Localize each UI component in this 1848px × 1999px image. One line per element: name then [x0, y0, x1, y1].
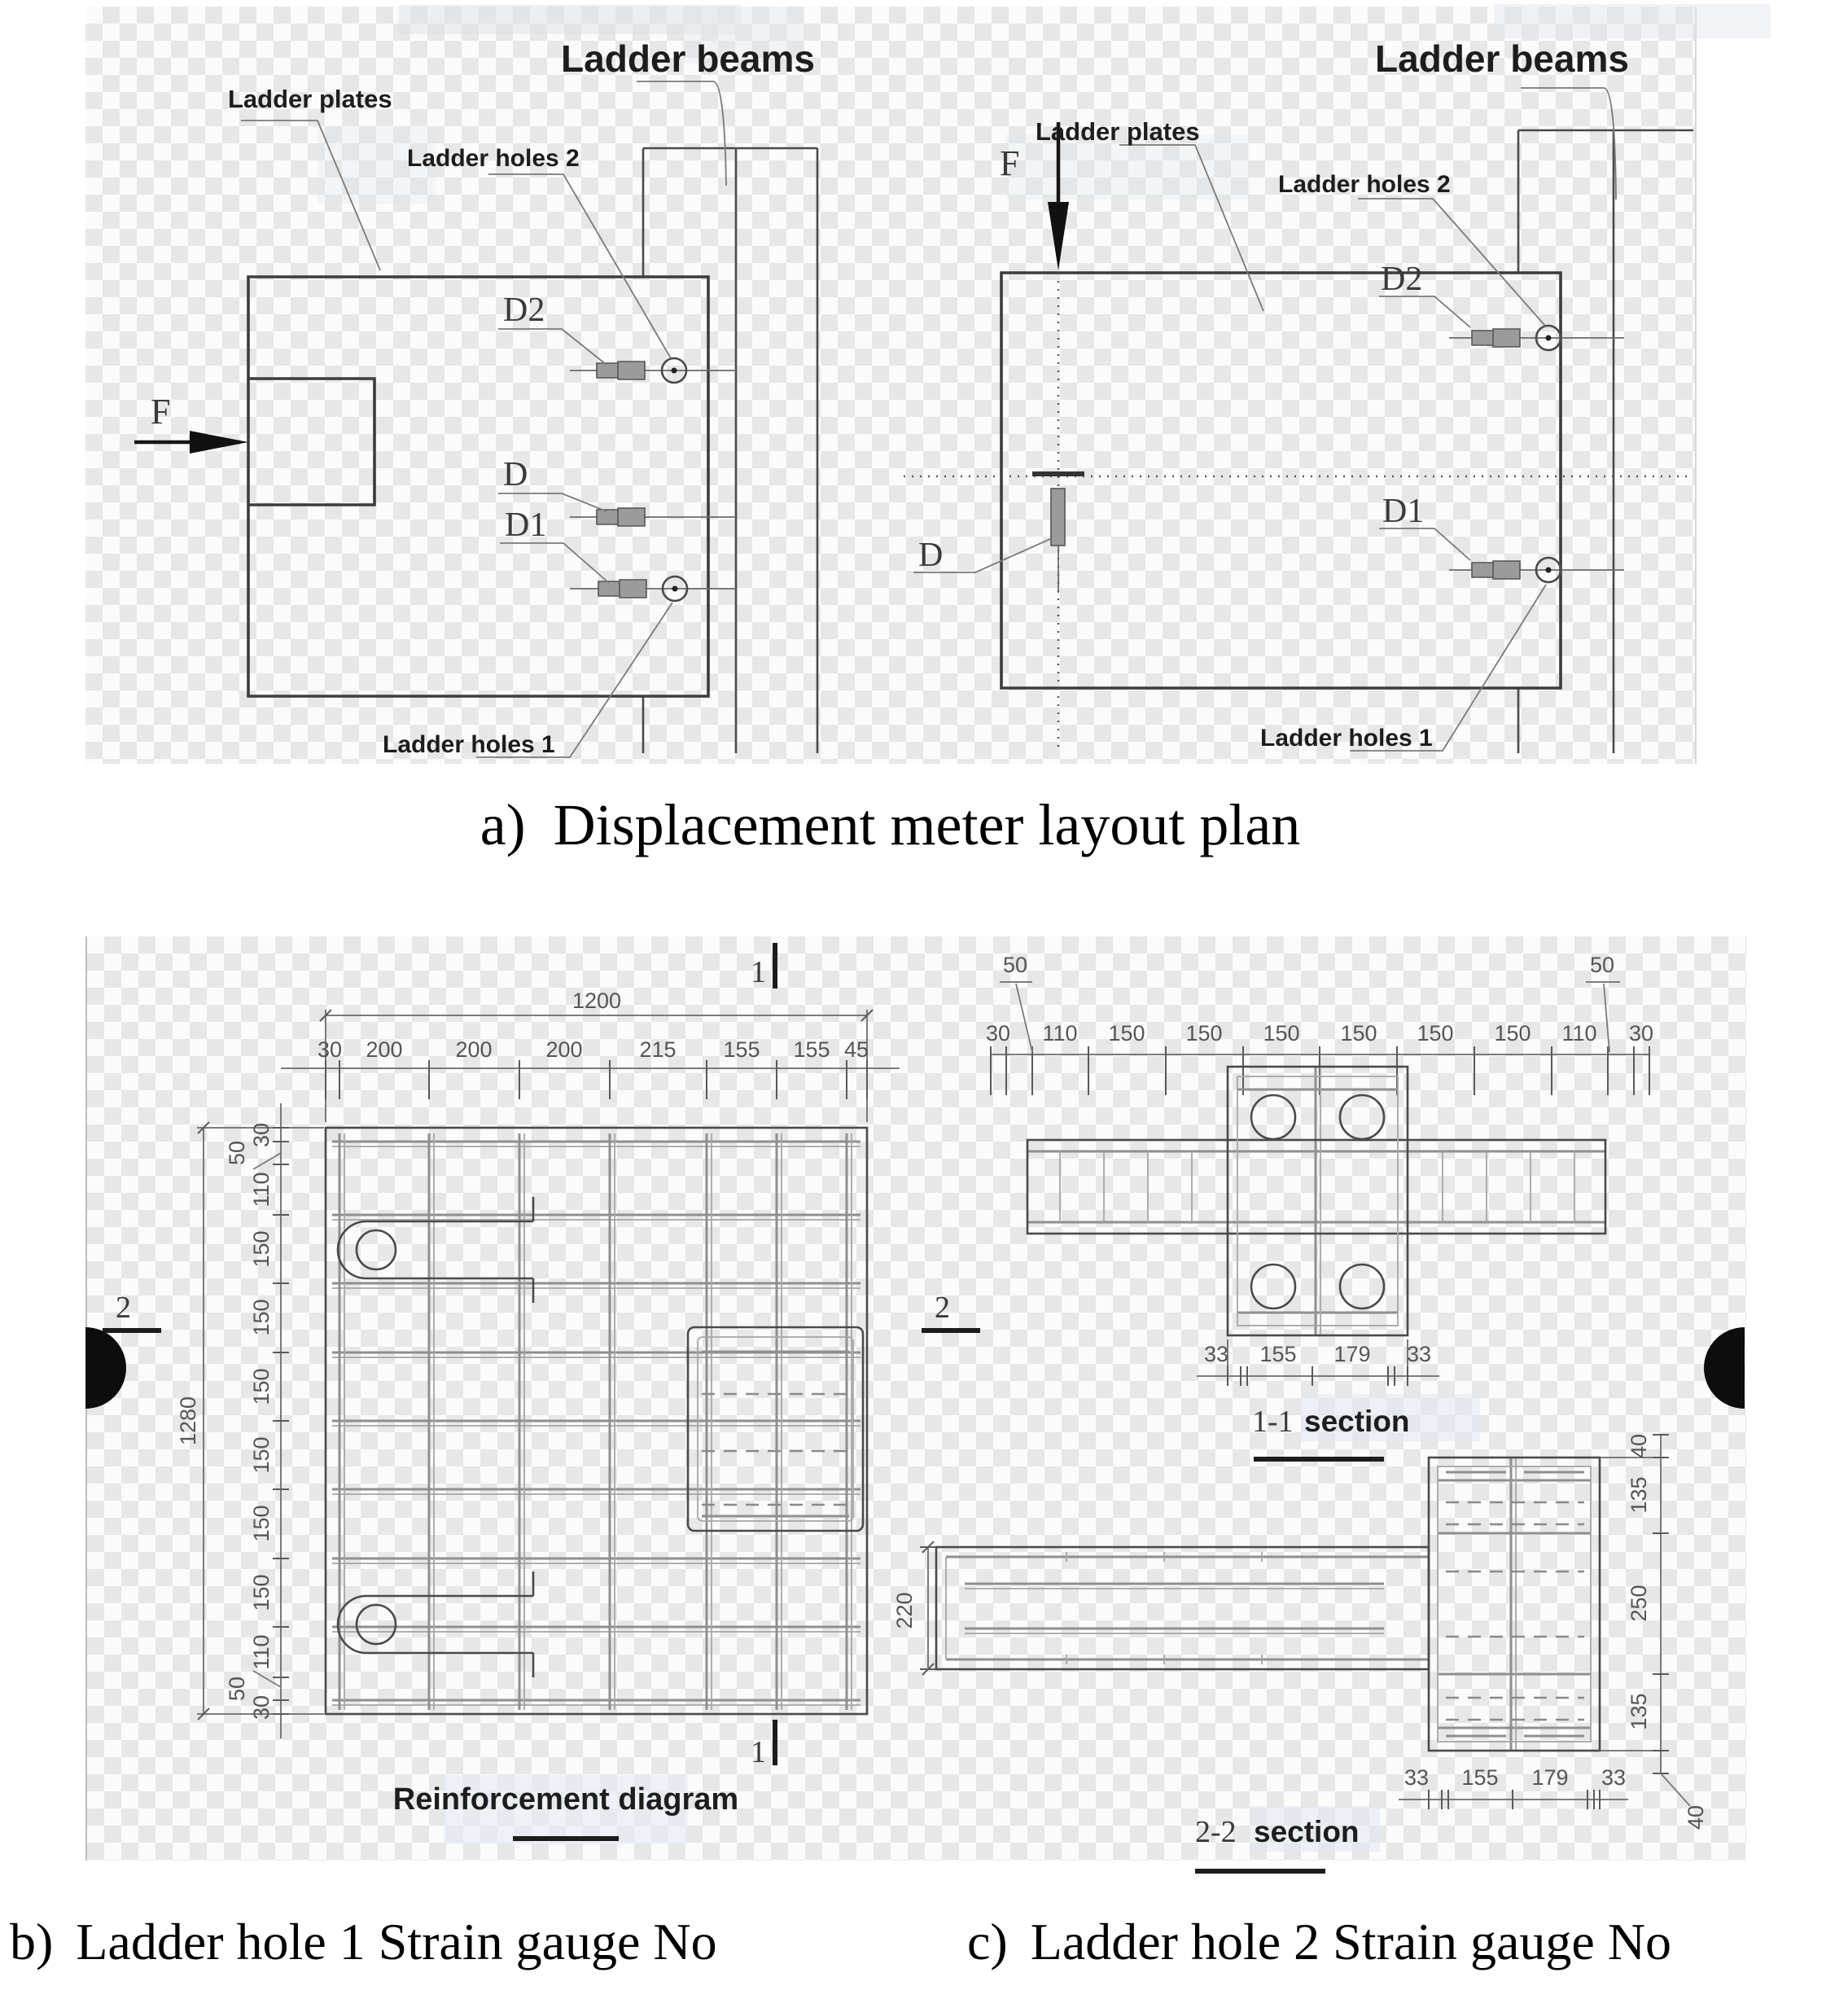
section-2-2-word: section: [1254, 1815, 1360, 1848]
bottom-dim-lines: [1197, 1339, 1439, 1384]
hook-bars: [338, 1197, 533, 1677]
dim-seg: 215: [639, 1037, 677, 1062]
left-dim-ticks: [198, 1122, 289, 1720]
dim-seg: 45: [843, 1037, 869, 1062]
ghost-smudge: [1494, 4, 1771, 38]
target-dot-d2: [1546, 335, 1552, 341]
force-arrow-head: [1048, 202, 1069, 270]
beam-chords: [946, 1557, 1429, 1659]
ladder-plates-label: Ladder plates: [1036, 117, 1200, 146]
dim-1200: 1200: [571, 989, 622, 1013]
caption-b-text: Ladder hole 1 Strain gauge No: [76, 1913, 717, 1971]
dim-seg: 40: [1684, 1804, 1708, 1830]
dim-seg: 33: [1601, 1765, 1627, 1790]
dim-seg: 200: [366, 1037, 403, 1062]
dim-seg: 150: [1494, 1021, 1531, 1046]
target-dot-d1: [1546, 568, 1552, 573]
dim-seg: 30: [249, 1122, 274, 1148]
section-marker-2-left: 2: [116, 1291, 131, 1325]
hole-bar-circle: [1340, 1095, 1384, 1139]
dim-seg: 135: [1627, 1693, 1651, 1730]
hook-circle-bottom: [357, 1605, 396, 1644]
displacement-meter-bodies: [1472, 329, 1520, 579]
section-marker-1-bottom: 1: [751, 1735, 766, 1769]
meter-axis-lines: [1058, 338, 1624, 593]
caption-c-prefix: c): [967, 1913, 1008, 1971]
target-dot-d2: [672, 368, 677, 374]
hook-circle-top: [357, 1230, 396, 1269]
d1-label: D1: [1382, 493, 1425, 530]
dim-seg: 150: [249, 1299, 274, 1336]
beam-inner-bars: [946, 1552, 1384, 1664]
dim-seg: 179: [1333, 1342, 1371, 1366]
d1-label: D1: [505, 506, 547, 544]
hole-bar-circle: [1251, 1265, 1295, 1309]
column-inner: [1237, 1076, 1398, 1326]
dim-seg: 135: [1627, 1476, 1651, 1514]
offset-50: 50: [1589, 953, 1615, 977]
section-1-1-word: section: [1304, 1405, 1410, 1438]
dim-seg: 150: [1417, 1021, 1454, 1046]
dim-seg: 250: [1627, 1585, 1651, 1622]
ladder-plates-label: Ladder plates: [228, 85, 392, 113]
target-dot-d1: [672, 586, 678, 592]
column-inner: [1438, 1466, 1591, 1742]
panel-c-section-2-2: [892, 1434, 1708, 1871]
dim-1280: 1280: [176, 1396, 200, 1446]
caption-c-text: Ladder hole 2 Strain gauge No: [1030, 1913, 1672, 1971]
offset-50: 50: [225, 1676, 249, 1702]
arm-rungs: [1060, 1067, 1574, 1335]
bottom-40-leader: [1661, 1773, 1690, 1806]
hole-bar-circle: [1251, 1095, 1295, 1139]
dim-seg: 150: [249, 1230, 274, 1268]
dim-seg: 179: [1531, 1765, 1569, 1790]
dim-seg: 150: [1185, 1021, 1223, 1046]
ladder-beam-lines: [643, 148, 817, 753]
reinforcement-diagram-title: Reinforcement diagram: [392, 1782, 739, 1817]
section-1-1-num: 1-1: [1252, 1405, 1294, 1439]
top-dim-lines: [281, 1010, 900, 1122]
dim-seg: 150: [1340, 1021, 1377, 1046]
vertical-meter-body: [1051, 489, 1065, 546]
dim-seg: 150: [249, 1574, 274, 1611]
top-chain-lines: [991, 982, 1649, 1054]
column-hidden-bars: [1446, 1502, 1584, 1720]
dim-seg: 110: [1561, 1021, 1597, 1046]
scan-ghost-artifacts: [317, 4, 1771, 1852]
dim-seg: 150: [1108, 1021, 1145, 1046]
dim-seg: 33: [1203, 1342, 1229, 1366]
force-label: F: [151, 392, 171, 432]
force-arrow-head: [190, 431, 248, 454]
dim-seg: 33: [1406, 1342, 1432, 1366]
center-lines-dotted: [904, 273, 1692, 749]
dim-seg: 155: [1259, 1342, 1297, 1366]
dim-seg: 150: [249, 1368, 274, 1405]
displacement-meter-bodies: [597, 362, 646, 598]
dim-seg: 40: [1627, 1433, 1651, 1459]
left-hole-blob: [85, 1327, 126, 1409]
top-dim-ticks: [320, 1010, 873, 1099]
caption-a-text: Displacement meter layout plan: [553, 792, 1301, 857]
caption-b-prefix: b): [10, 1913, 54, 1971]
dim-220: 220: [892, 1592, 917, 1629]
dim-seg: 150: [249, 1436, 274, 1474]
dim-seg: 155: [723, 1037, 760, 1062]
arm-chords: [1027, 1067, 1605, 1335]
dim-seg: 155: [1461, 1765, 1499, 1790]
dim-seg: 30: [1628, 1021, 1654, 1046]
dim-seg: 200: [455, 1037, 493, 1062]
d2-label: D2: [503, 292, 545, 329]
dim-seg: 110: [249, 1172, 274, 1208]
caption-c: [967, 1912, 1671, 1972]
ladder-holes-2-label: Ladder holes 2: [407, 145, 580, 172]
force-label: F: [1000, 143, 1020, 183]
ladder-beams-title: Ladder beams: [561, 37, 815, 80]
hole-bar-circle: [1340, 1265, 1384, 1309]
dim-seg: 155: [793, 1037, 830, 1062]
ladder-holes-1-label: Ladder holes 1: [1260, 725, 1433, 752]
ladder-holes-2-label: Ladder holes 2: [1278, 171, 1451, 198]
ladder-holes-1-label: Ladder holes 1: [383, 731, 555, 758]
panel-a-left: [134, 37, 817, 758]
label-leader-lines: [241, 81, 726, 757]
beam-outline: [936, 1547, 1429, 1669]
dim-seg: 30: [985, 1021, 1011, 1046]
d-label: D: [503, 456, 528, 493]
ladder-plate-outline: [248, 277, 708, 696]
dim-seg: 200: [545, 1037, 583, 1062]
dim-seg: 30: [249, 1694, 274, 1721]
ladder-beams-title: Ladder beams: [1375, 37, 1629, 80]
right-hole-blob: [1704, 1327, 1745, 1409]
section-marker-2-right: 2: [935, 1291, 950, 1325]
dim-seg: 33: [1404, 1765, 1430, 1790]
caption-b: [10, 1912, 717, 1972]
section-marker-1-top: 1: [751, 955, 766, 989]
section-2-2-num: 2-2: [1195, 1815, 1237, 1849]
panel-b-reinforcement: [103, 943, 980, 1839]
caption-a-prefix: a): [480, 792, 526, 857]
dim-seg: 110: [1042, 1021, 1078, 1046]
offset-50: 50: [225, 1140, 249, 1166]
panel-c-section-1-1: [986, 953, 1653, 1459]
caption-a: [85, 791, 1695, 859]
d-label: D: [918, 537, 944, 574]
dim-seg: 150: [249, 1505, 274, 1542]
d2-label: D2: [1381, 261, 1423, 298]
dim-seg: 110: [249, 1634, 274, 1670]
offset-50: 50: [1002, 953, 1028, 977]
meter-axis-lines: [570, 370, 736, 589]
dim-seg: 30: [317, 1037, 343, 1062]
dim-seg: 150: [1263, 1021, 1300, 1046]
ladder-beam-lines: [1518, 130, 1693, 753]
